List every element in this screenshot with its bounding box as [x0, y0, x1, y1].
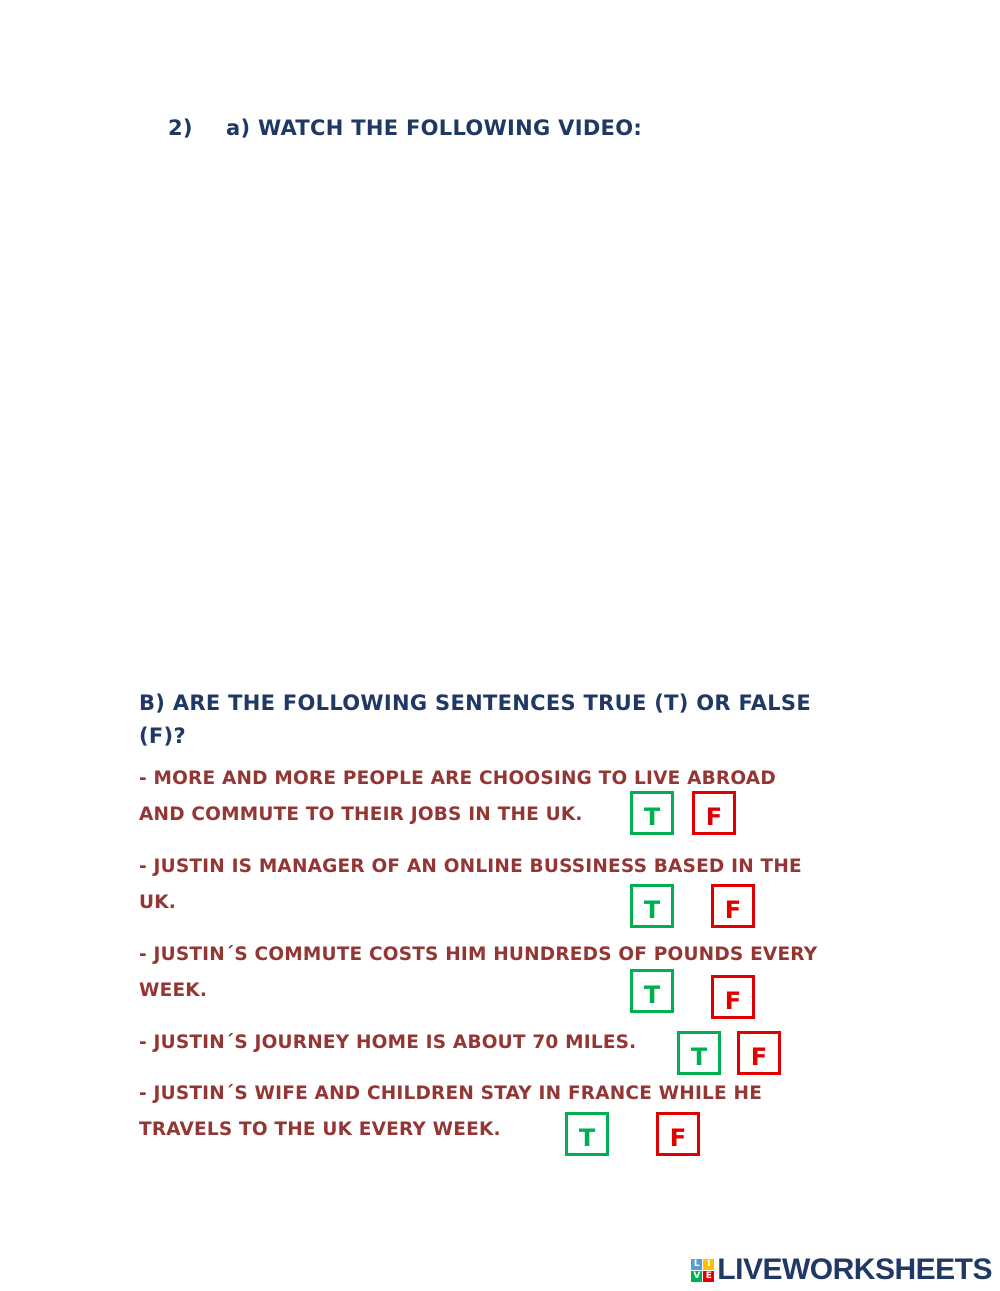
section-b-title: B) ARE THE FOLLOWING SENTENCES TRUE (T) OR FALSE (F)? — [139, 691, 812, 748]
true-box-4[interactable]: T — [677, 1031, 721, 1075]
statement-1: - MORE AND MORE PEOPLE ARE CHOOSING TO LIVE ABROAD AND COMMUTE TO THEIR JOBS IN THE UK. — [139, 768, 776, 825]
false-box-5[interactable]: F — [656, 1112, 700, 1156]
statement-2: - JUSTIN IS MANAGER OF AN ONLINE BUSSINESS BASED IN THE UK. — [139, 856, 802, 913]
statement-3: - JUSTIN´S COMMUTE COSTS HIM HUNDREDS OF POUNDS EVERY WEEK. — [139, 944, 818, 1001]
logo-text: LIVEWORKSHEETS — [717, 1253, 992, 1286]
true-box-5[interactable]: T — [565, 1112, 609, 1156]
false-box-4[interactable]: F — [737, 1031, 781, 1075]
false-box-3[interactable]: F — [711, 975, 755, 1019]
true-box-3[interactable]: T — [630, 969, 674, 1013]
true-box-1[interactable]: T — [630, 791, 674, 835]
true-box-2[interactable]: T — [630, 884, 674, 928]
video-placeholder[interactable] — [139, 165, 859, 655]
statement-4: - JUSTIN´S JOURNEY HOME IS ABOUT 70 MILES. — [139, 1032, 637, 1053]
section-a-title: a) WATCH THE FOLLOWING VIDEO: — [226, 116, 643, 140]
statement-5: - JUSTIN´S WIFE AND CHILDREN STAY IN FRANCE WHILE HE TRAVELS TO THE UK EVERY WEEK. — [139, 1083, 763, 1140]
liveworksheets-logo[interactable] — [691, 1255, 992, 1285]
logo-mark-icon: L I V E — [691, 1259, 714, 1282]
false-box-1[interactable]: F — [692, 791, 736, 835]
question-number: 2) — [168, 116, 193, 140]
false-box-2[interactable]: F — [711, 884, 755, 928]
